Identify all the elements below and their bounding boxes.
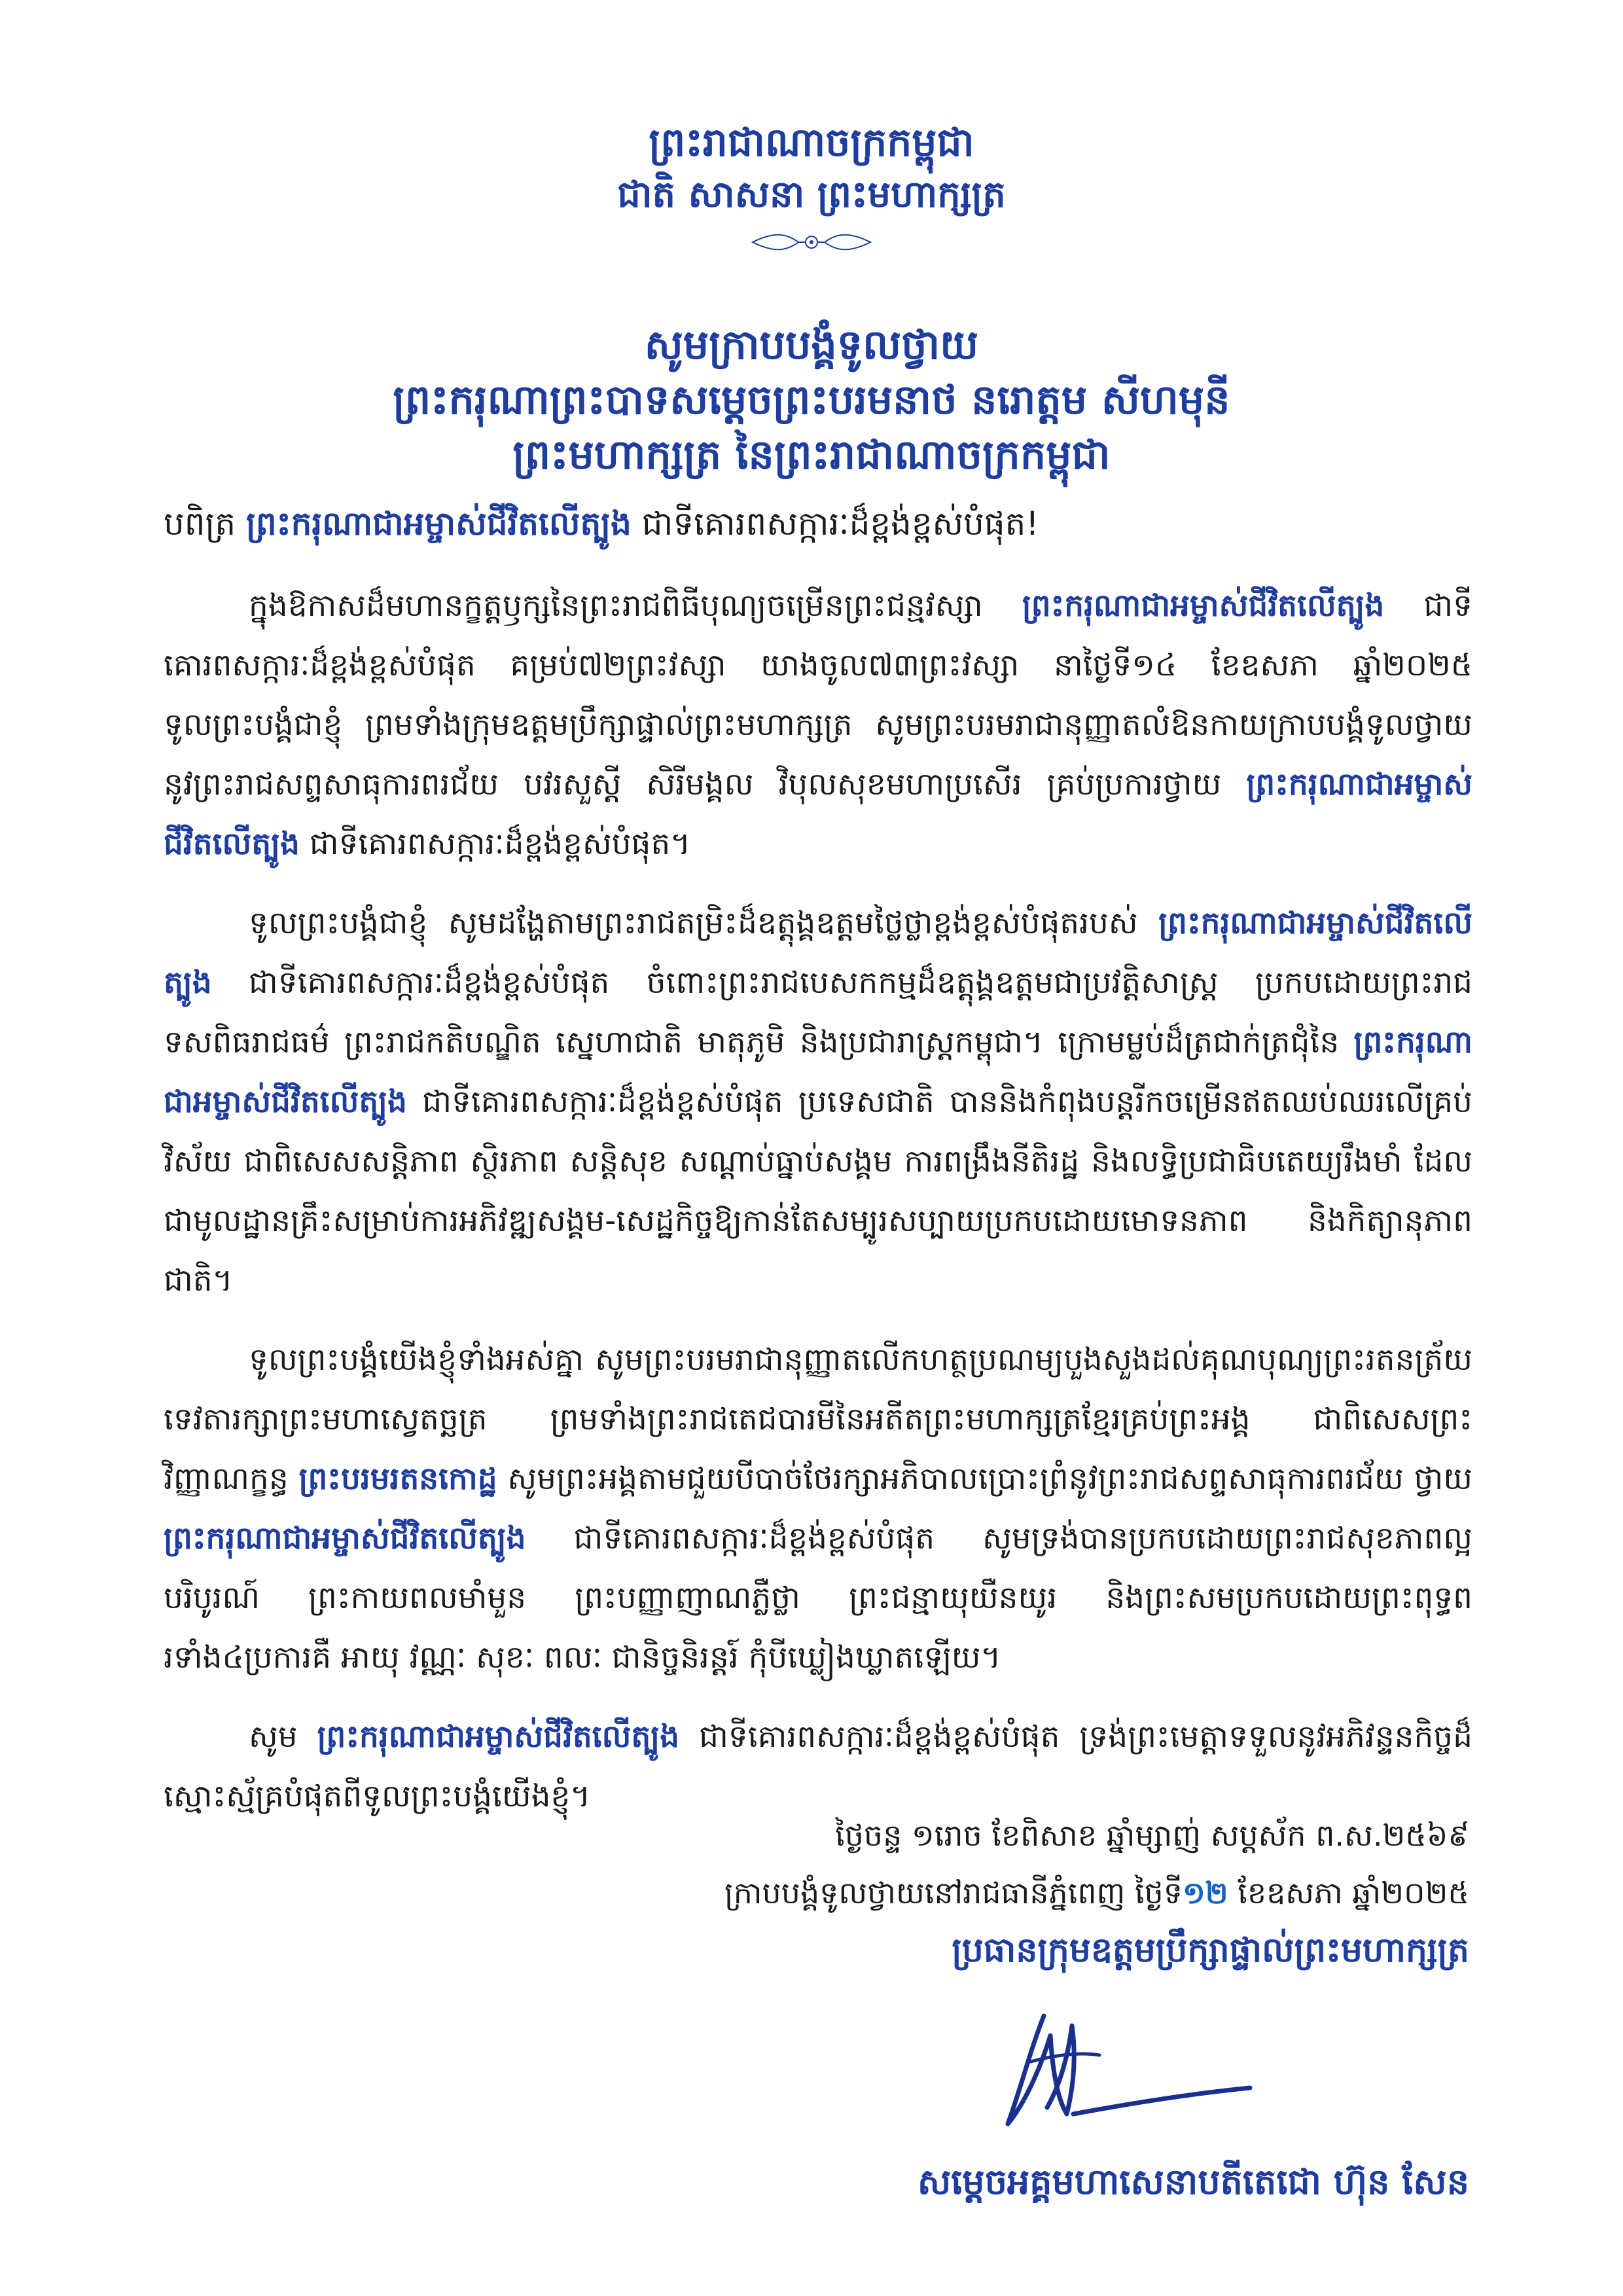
salutation-suffix: ជាទីគោរពសក្ការៈដ៏ខ្ពង់ខ្ពស់បំផុត! xyxy=(641,505,1039,543)
royal-title: ព្រះករុណាជាអម្ចាស់ជីវិតលើត្បូង xyxy=(317,1719,680,1755)
paragraph-3 xyxy=(164,1330,1472,1687)
text-run: ទូលព្រះបង្គំយើងខ្ញុំទាំងអស់គ្នា សូមព្រះបរមរាជានុញ្ញាតលើកហត្ថប្រណម្យបួងសួងដល់គុណបុណ្យព្រះរតនត្រ័យ ទេវតារក្សាព្រះមហាស្វេតច្ឆត្រ ព្រមទាំងព្រះរាជតេជបារមីនៃអតីតព្រះមហាក្សត្រខ្មែរគ្រប់ព្រះអង្គ ជាពិសេសព្រះវិញ្ញាណក្ខន្ធ xyxy=(164,1342,1472,1497)
text-run: សូម xyxy=(249,1719,317,1755)
paragraph-1 xyxy=(164,576,1472,874)
address-line-3: ព្រះមហាក្សត្រ នៃព្រះរាជាណាចក្រកម្ពុជា xyxy=(512,431,1111,478)
text-run: ជាទីគោរពសក្ការៈដ៏ខ្ពង់ខ្ពស់បំផុត ចំពោះព្រះរាជបេសកកម្មដ៏ឧត្តុង្គឧត្តមជាប្រវត្តិសាស្ត្រ ប្រកបដោយព្រះរាជទសពិធរាជធម៌ ព្រះរាជកតិបណ្ឌិត ស្នេហាជាតិ មាតុភូមិ និងប្រជារាស្ត្រកម្ពុជា។ ក្រោមម្លប់ដ៏ត្រជាក់ត្រជុំនៃ xyxy=(164,965,1472,1060)
salutation-title: ព្រះករុណាជាអម្ចាស់ជីវិតលើត្បូង xyxy=(246,505,632,543)
lunar-date: ថ្ងៃចន្ទ ១រោច ខែពិសាខ ឆ្នាំម្សាញ់ សប្តស័ក ព.ស.២៥៦៩ xyxy=(835,1818,1469,1853)
royal-title: ព្រះករុណាជាអម្ចាស់ជីវិតលើត្បូង xyxy=(164,766,1472,862)
signer-title: ប្រធានក្រុមឧត្តមប្រឹក្សាផ្ទាល់ព្រះមហាក្សត្រ xyxy=(952,1931,1469,1970)
paragraph-2 xyxy=(164,893,1472,1310)
royal-title: ព្រះករុណាជាអម្ចាស់ជីវិតលើត្បូង xyxy=(164,1520,526,1556)
place-and-date xyxy=(291,1864,1469,1922)
text-run: ជាទីគោរពសក្ការៈដ៏ខ្ពង់ខ្ពស់បំផុត គម្រប់៧២ព្រះវស្សា យាងចូល៧៣ព្រះវស្សា នាថ្ងៃទី១៤ ខែឧសភា ឆ្នាំ២០២៥ ទូលព្រះបង្គំជាខ្ញុំ ព្រមទាំងក្រុមឧត្តមប្រឹក្សាផ្ទាល់ព្រះមហាក្សត្រ សូមព្រះបរមរាជានុញ្ញាតលំឱនកាយក្រាបបង្គំទូលថ្វាយនូវព្រះរាជសព្ទសាធុការពរជ័យ បវរសួស្តី សិរីមង្គល វិបុលសុខមហាប្រសើរ គ្រប់ប្រការថ្វាយ xyxy=(164,588,1472,802)
royal-title: ព្រះករុណាជាអម្ចាស់ជីវិតលើត្បូង xyxy=(164,905,1472,1001)
salutation xyxy=(164,501,1472,547)
signer-name: សម្តេចអគ្គមហាសេនាបតីតេជោ ហ៊ុន សែន xyxy=(917,2161,1469,2202)
text-run: សូមព្រះអង្គតាមជួយបីបាច់ថែរក្សាអភិបាលប្រោះព្រំនូវព្រះរាជសព្ទសាធុការពរជ័យ ថ្វាយ xyxy=(497,1461,1472,1497)
text-run: ទូលព្រះបង្គំជាខ្ញុំ សូមដង្ហែតាមព្រះរាជតម្រិះដ៏ឧត្តុង្គឧត្តមថ្លៃថ្លាខ្ពង់ខ្ពស់បំផុតរបស់ xyxy=(249,905,1159,941)
national-motto: ជាតិ សាសនា ព្រះមហាក្សត្រ xyxy=(617,173,1006,216)
address-line-1: សូមក្រាបបង្គំទូលថ្វាយ xyxy=(644,321,979,368)
address-line-2: ព្រះករុណាព្រះបាទសម្តេចព្រះបរមនាថ នរោត្តម សីហមុនី xyxy=(393,376,1230,423)
kingdom-title: ព្រះរាជាណាចក្រកម្ពុជា xyxy=(649,120,974,166)
salutation-prefix: បពិត្រ xyxy=(164,505,236,543)
royal-title: ព្រះករុណាជាអម្ចាស់ជីវិតលើត្បូង xyxy=(1022,588,1385,624)
place-suffix: ខែឧសភា ឆ្នាំ២០២៥ xyxy=(1228,1875,1469,1910)
royal-title: ព្រះបរមរតនកោដ្ឋ xyxy=(298,1461,497,1497)
text-run: ជាទីគោរពសក្ការៈដ៏ខ្ពង់ខ្ពស់បំផុត ប្រទេសជាតិ បាននិងកំពុងបន្តរីកចម្រើនឥតឈប់ឈរលើគ្រប់វិស័យ ជាពិសេសសន្តិភាព ស្ថិរភាព សន្តិសុខ សណ្តាប់ធ្នាប់សង្គម ការពង្រឹងនីតិរដ្ឋ និងលទ្ធិប្រជាធិបតេយ្យរឹងមាំ ដែលជាមូលដ្ឋានគ្រឹះសម្រាប់ការអភិវឌ្ឍសង្គម-សេដ្ឋកិច្ចឱ្យកាន់តែសម្បូរសប្បាយប្រកបដោយមោទនភាព និងកិត្យានុភាពជាតិ។ xyxy=(164,1084,1472,1299)
handwritten-signature xyxy=(969,1990,1270,2140)
place-prefix: ក្រាបបង្គំទូលថ្វាយនៅរាជធានីភ្នំពេញ ថ្ងៃទី xyxy=(724,1875,1183,1910)
text-run: ជាទីគោរពសក្ការៈដ៏ខ្ពង់ខ្ពស់បំផុត។ xyxy=(299,826,691,862)
day-number: ១២ xyxy=(1182,1875,1228,1910)
letter-body xyxy=(164,576,1472,1846)
ornament-divider-icon xyxy=(746,226,877,259)
text-run: ជាទីគោរពសក្ការៈដ៏ខ្ពង់ខ្ពស់បំផុត ទ្រង់ព្រះមេត្តាទទួលនូវអភិវន្ទនកិច្ចដ៏ស្មោះស្ម័គ្របំផុតពីទូលព្រះបង្គំយើងខ្ញុំ។ xyxy=(164,1719,1472,1814)
text-run: ជាទីគោរពសក្ការៈដ៏ខ្ពង់ខ្ពស់បំផុត សូមទ្រង់បានប្រកបដោយព្រះរាជសុខភាពល្អបរិបូរណ៍ ព្រះកាយពលមាំមួន ព្រះបញ្ញាញាណភ្លឺថ្លា ព្រះជន្មាយុយឺនយូរ និងព្រះសមប្រកបដោយព្រះពុទ្ធពរទាំង៤ប្រការគឺ អាយុ វណ្ណៈ សុខៈ ពលៈ ជានិច្ចនិរន្តរ៍ កុំបីឃ្លៀងឃ្លាតឡើយ។ xyxy=(164,1520,1472,1676)
text-run: ក្នុងឱកាសដ៏មហានក្ខត្តឫក្សនៃព្រះរាជពិធីបុណ្យចម្រើនព្រះជន្មវស្សា xyxy=(249,588,1022,624)
royal-title: ព្រះករុណាជាអម្ចាស់ជីវិតលើត្បូង xyxy=(164,1024,1472,1120)
closing-block xyxy=(291,1806,1469,1979)
